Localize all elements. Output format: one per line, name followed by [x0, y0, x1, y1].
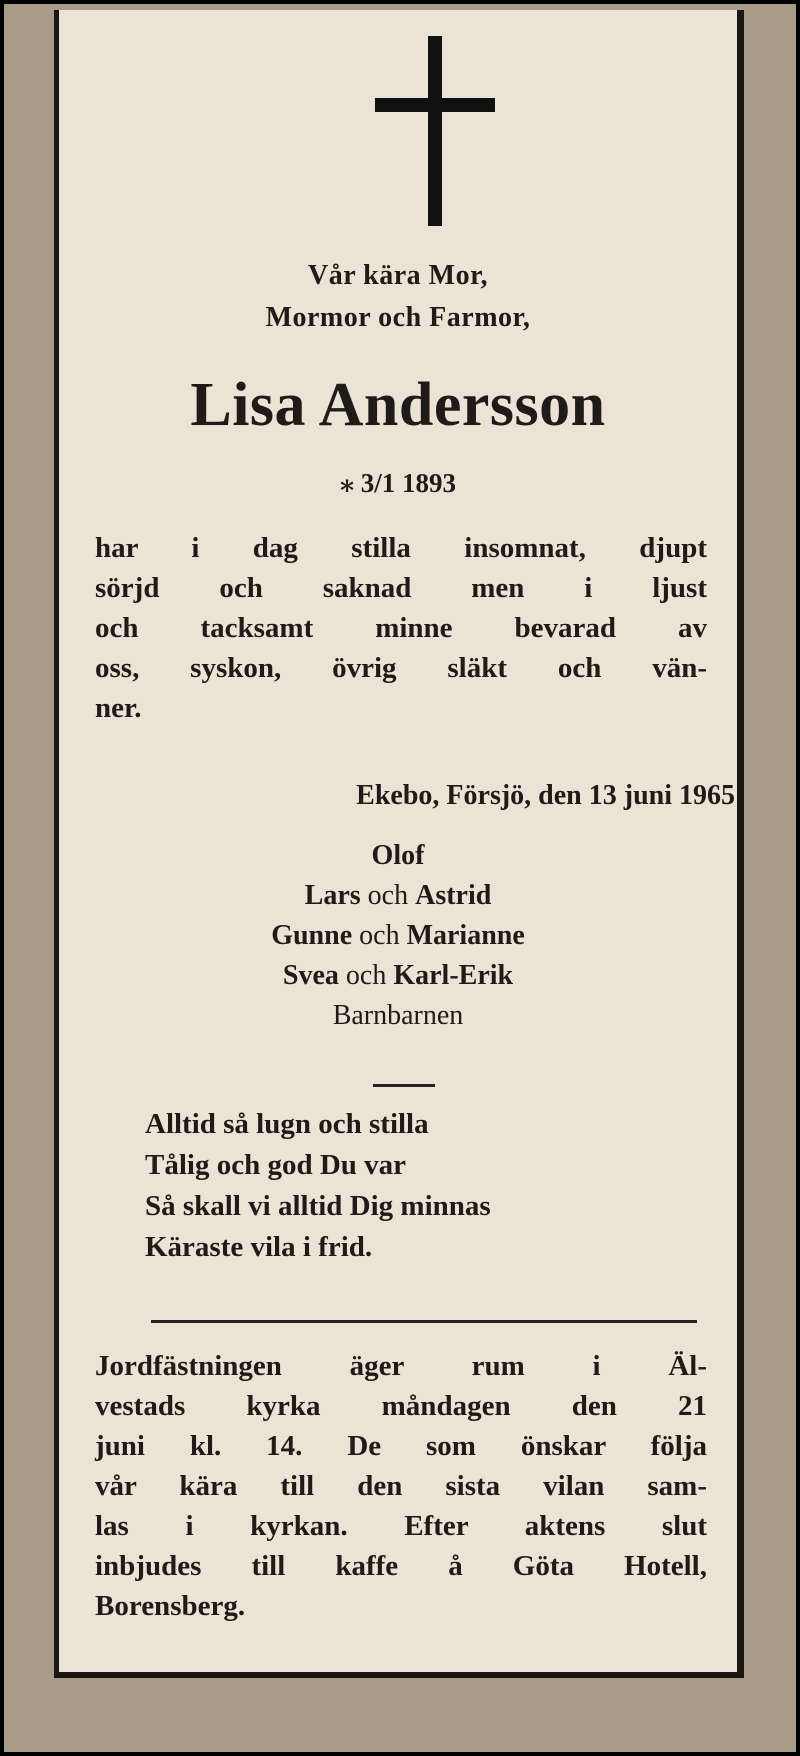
short-divider [373, 1084, 435, 1087]
funeral-line: vestads kyrka måndagen den 21 [95, 1390, 707, 1422]
verse-line: Käraste vila i frid. [145, 1231, 373, 1263]
funeral-info [95, 1346, 707, 1626]
family-member: Svea [282, 960, 339, 991]
deceased-name: Lisa Andersson [190, 371, 606, 439]
cross-icon [375, 36, 495, 226]
verse-line: Tålig och god Du var [145, 1149, 407, 1181]
message-line: oss, syskon, övrig släkt och vän- [95, 652, 707, 684]
family-conjunction: och [338, 960, 394, 991]
funeral-line: las i kyrkan. Efter aktens slut [95, 1510, 707, 1542]
message-line: sörjd och saknad men i ljust [95, 572, 707, 604]
memorial-verse [145, 1104, 491, 1268]
family-member: Olof [371, 840, 425, 871]
funeral-line: juni kl. 14. De som önskar följa [95, 1430, 707, 1462]
family-member: Lars [304, 880, 361, 911]
family-conjunction: och [360, 880, 416, 911]
funeral-line: inbjudes till kaffe å Göta Hotell, [95, 1550, 707, 1582]
long-divider [151, 1320, 697, 1323]
family-list [59, 836, 737, 1036]
family-member: Astrid [415, 880, 492, 911]
family-member: Barnbarnen [332, 1000, 464, 1031]
obituary-clipping [54, 10, 744, 1678]
family-conjunction: och [352, 920, 407, 951]
message-line: har i dag stilla insomnat, djupt [95, 532, 707, 564]
verse-line: Alltid så lugn och stilla [145, 1108, 429, 1140]
family-member: Marianne [406, 920, 525, 951]
intro-line-1: Vår kära Mor, [308, 260, 488, 291]
family-member: Karl-Erik [393, 960, 514, 991]
funeral-line: Borensberg. [95, 1590, 246, 1622]
message-line: och tacksamt minne bevarad av [95, 612, 707, 644]
verse-line: Så skall vi alltid Dig minnas [145, 1190, 491, 1222]
message-line: ner. [95, 692, 142, 724]
family-member: Gunne [271, 920, 353, 951]
intro-line-2: Mormor och Farmor, [265, 302, 531, 333]
funeral-line: vår kära till den sista vilan sam- [95, 1470, 707, 1502]
birth-date: ⁎ 3/1 1893 [339, 468, 457, 498]
funeral-line: Jordfästningen äger rum i Äl- [95, 1350, 707, 1382]
message-text [95, 528, 707, 728]
place-date: Ekebo, Försjö, den 13 juni 1965 [356, 780, 735, 811]
